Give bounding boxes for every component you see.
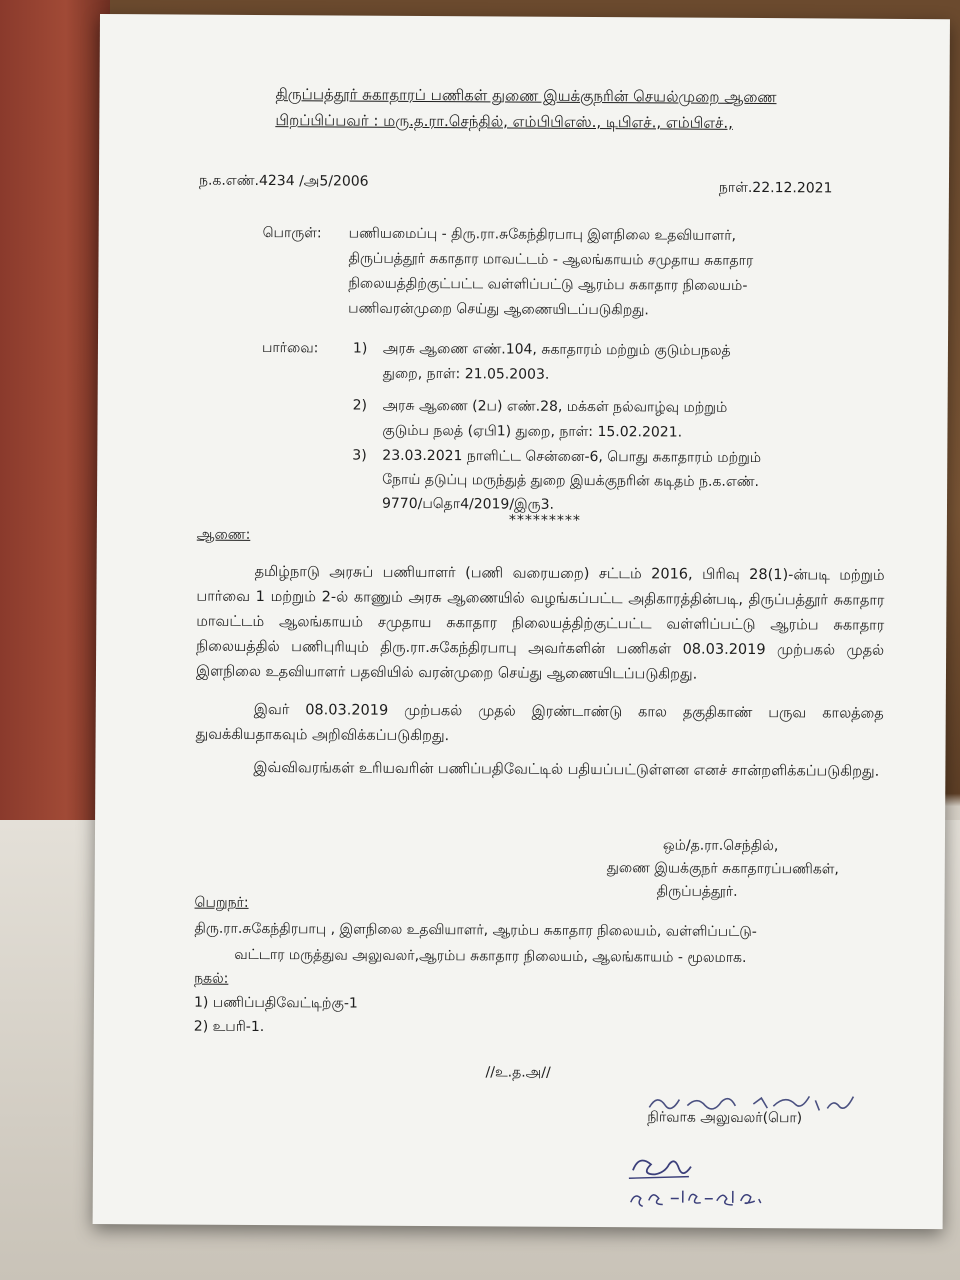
reference-item-line: 9770/பதொ4/2019/இரு3.	[381, 495, 555, 513]
copy-item: 1) பணிப்பதிவேட்டிற்கு-1	[193, 994, 358, 1012]
reference-item-line: துறை, நாள்: 21.05.2003.	[382, 365, 550, 383]
separator-stars: *********	[508, 512, 581, 529]
reference-item-line: குடும்ப நலத் (ஏபி1) துறை, நாள்: 15.02.2021.	[382, 422, 683, 441]
signatory-place: திருப்பத்தூர்.	[656, 883, 738, 900]
document-page	[93, 14, 950, 1229]
handwritten-signature	[623, 1142, 793, 1213]
reference-item-line: அரசு ஆணை (2ப) எண்.28, மக்கள் நல்வாழ்வு மற்றும்	[382, 397, 728, 416]
header-issuer: பிறப்பிப்பவர் : மரு.த.ரா.செந்தில், எம்பிபிஎஸ்., டிபிஎச்., எம்பிஎச்.,	[275, 111, 733, 132]
attestation-title: நிர்வாக அலுவலர்(பொ)	[647, 1109, 803, 1127]
document-date: நாள்.22.12.2021	[718, 179, 833, 197]
references-label: பார்வை:	[261, 339, 319, 357]
subject-line: நிலையத்திற்குட்பட்ட வள்ளிப்பட்டு ஆரம்ப சுகாதார நிலையம்-	[348, 275, 748, 294]
order-paragraph-2: இவர் 08.03.2019 முற்பகல் முதல் இரண்டாண்டு கால தகுதிகாண் பருவ காலத்தை துவக்கியதாகவும் அறிவிக்கப்படுகிறது.	[195, 701, 884, 745]
header-title: திருப்பத்தூர் சுகாதாரப் பணிகள் துணை இயக்குநரின் செயல்முறை ஆணை	[275, 85, 777, 107]
reference-item-number: 2)	[352, 397, 368, 414]
order-label: ஆணை:	[196, 526, 251, 543]
order-paragraph-3: இவ்விவரங்கள் உரியவரின் பணிப்பதிவேட்டில் பதியப்பட்டுள்ளன எனச் சான்றளிக்கப்படுகிறது.	[253, 759, 880, 780]
reference-item-number: 1)	[352, 340, 368, 357]
reference-item-line: அரசு ஆணை எண்.104, சுகாதாரம் மற்றும் குடும்பநலத்	[382, 340, 731, 359]
recipient-line: வட்டார மருத்துவ அலுவலர்,ஆரம்ப சுகாதார நிலையம், ஆலங்காயம் - மூலமாக.	[234, 946, 747, 966]
subject-line: பணிவரன்முறை செய்து ஆணையிடப்படுகிறது.	[348, 300, 649, 319]
footer-mark: //உ.த.அ//	[485, 1064, 551, 1081]
signatory-name: ஒம்/த.ரா.செந்தில்,	[662, 837, 779, 855]
reference-number: ந.க.எண்.4234 /அ5/2006	[198, 172, 369, 190]
reference-item-line: 23.03.2021 நாளிட்ட சென்னை-6, பொது சுகாதாரம் மற்றும்	[382, 447, 762, 467]
reference-item-number: 3)	[352, 447, 367, 464]
copy-item: 2) உபரி-1.	[193, 1018, 265, 1036]
order-paragraph-1: தமிழ்நாடு அரசுப் பணியாளர் (பணி வரையறை) சட்டம் 2016, பிரிவு 28(1)-ன்படி மற்றும் பார்வை 1 மற்றும் 2-ல் காணும் அரசு ஆணையில் வழங்கப்பட்ட அதிகாரத்தின்படி, திருப்பத்தூர் சுகாதார மாவட்டம் ஆலங்காயம் சமுதாய சுகாதார நிலையத்திற்குட்பட்ட வள்ளிப்பட்டு ஆரம்ப சுகாதார நிலையத்தில் பணிபுரியும் திரு.ரா.சுகேந்திரபாபு அவர்களின் பணிகள் 08.03.2019 முற்பகல் முதல் இளநிலை உதவியாளர் பதவியில் வரன்முறை செய்து ஆணையிடப்படுகிறது.	[195, 563, 885, 683]
reference-item-line: நோய் தடுப்பு மருந்துத் துறை இயக்குநரின் கடிதம் ந.க.எண்.	[382, 471, 760, 491]
copies-label: நகல்:	[194, 970, 229, 987]
subject-label: பொருள்:	[262, 224, 322, 242]
recipient-label: பெறுநர்:	[194, 894, 249, 911]
subject-line: பணியமைப்பு - திரு.ரா.சுகேந்திரபாபு இளநிலை உதவியாளர்,	[348, 225, 737, 244]
recipient-line: திரு.ரா.சுகேந்திரபாபு , இளநிலை உதவியாளர், ஆரம்ப சுகாதார நிலையம், வள்ளிப்பட்டு-	[194, 920, 757, 941]
signatory-designation: துணை இயக்குநர் சுகாதாரப்பணிகள்,	[606, 860, 839, 878]
subject-line: திருப்பத்தூர் சுகாதார மாவட்டம் - ஆலங்காயம் சமுதாய சுகாதார	[348, 250, 754, 269]
